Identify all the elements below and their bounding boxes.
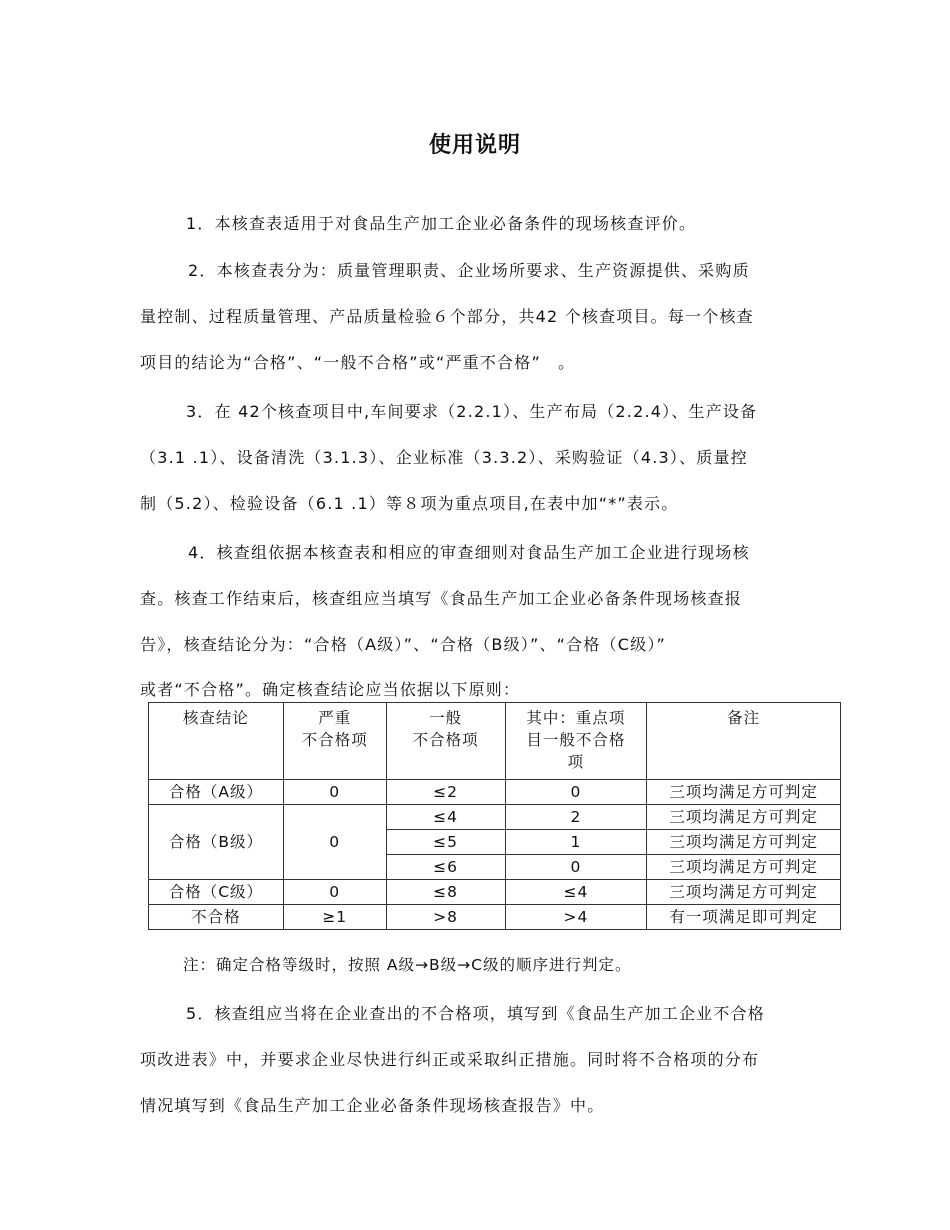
header-remark: 备注 <box>647 703 841 780</box>
table-row <box>149 780 841 805</box>
cell-serious: 0 <box>283 880 386 905</box>
cell-general: ≤5 <box>386 830 505 855</box>
paragraph-line: 项改进表》中，并要求企业尽快进行纠正或采取纠正措施。同时将不合格项的分布 <box>140 1050 760 1069</box>
table-header-row <box>149 703 841 780</box>
paragraph-line: 项目的结论为“合格”、“一般不合格”或“严重不合格” 。 <box>140 353 576 372</box>
cell-general: >8 <box>386 905 505 930</box>
cell-general: ≤6 <box>386 855 505 880</box>
cell-remark: 三项均满足方可判定 <box>647 880 841 905</box>
paragraph-line: 1．本核查表适用于对食品生产加工企业必备条件的现场核查评价。 <box>186 214 697 233</box>
cell-key: 2 <box>505 805 647 830</box>
paragraph-line: 告》，核查结论分为：“合格（A级）”、“合格（B级）”、“合格（C级）” <box>140 635 667 654</box>
paragraph-line: 5．核查组应当将在企业查出的不合格项，填写到《食品生产加工企业不合格 <box>186 1004 765 1023</box>
paragraph-5 <box>140 991 820 1129</box>
header-key: 其中：重点项 目一般不合格 项 <box>505 703 647 780</box>
paragraph-line: 制（5.2）、检验设备（6.1 .1）等８项为重点项目,在表中加“*”表示。 <box>140 494 679 513</box>
cell-general: ≤8 <box>386 880 505 905</box>
table-row <box>149 905 841 930</box>
cell-remark: 三项均满足方可判定 <box>647 805 841 830</box>
cell-key: 1 <box>505 830 647 855</box>
header-general: 一般 不合格项 <box>386 703 505 780</box>
paragraph-line: （3.1 .1）、设备清洗（3.1.3）、企业标准（3.3.2）、采购验证（4.3）、质量控 <box>140 448 748 467</box>
paragraph-line: 4．核查组依据本核查表和相应的审查细则对食品生产加工企业进行现场核 <box>188 543 750 562</box>
paragraph-4 <box>140 530 820 702</box>
paragraph-3 <box>140 389 820 527</box>
cell-general: ≤2 <box>386 780 505 805</box>
cell-remark: 三项均满足方可判定 <box>647 830 841 855</box>
cell-key: 0 <box>505 855 647 880</box>
cell-conclusion: 不合格 <box>149 905 284 930</box>
cell-remark: 有一项满足即可判定 <box>647 905 841 930</box>
criteria-table <box>148 702 841 930</box>
page-title: 使用说明 <box>428 133 521 158</box>
cell-serious: ≥1 <box>283 905 386 930</box>
paragraph-1 <box>140 201 820 247</box>
cell-key: >4 <box>505 905 647 930</box>
cell-serious: 0 <box>283 805 386 880</box>
cell-remark: 三项均满足方可判定 <box>647 855 841 880</box>
paragraph-line: 情况填写到《食品生产加工企业必备条件现场核查报告》中。 <box>140 1096 605 1115</box>
paragraph-line: 3．在 42个核查项目中,车间要求（2.2.1）、生产布局（2.2.4）、生产设备 <box>186 402 758 421</box>
table-row <box>149 880 841 905</box>
paragraph-2 <box>140 248 820 386</box>
cell-serious: 0 <box>283 780 386 805</box>
cell-conclusion: 合格（A级） <box>149 780 284 805</box>
paragraph-line: 2．本核查表分为：质量管理职责、企业场所要求、生产资源提供、采购质 <box>188 261 750 280</box>
cell-conclusion: 合格（B级） <box>149 805 284 880</box>
header-conclusion: 核查结论 <box>149 703 284 780</box>
header-serious: 严重 不合格项 <box>283 703 386 780</box>
cell-general: ≤4 <box>386 805 505 830</box>
cell-remark: 三项均满足方可判定 <box>647 780 841 805</box>
paragraph-line: 查。核查工作结束后，核查组应当填写《食品生产加工企业必备条件现场核查报 <box>140 589 743 608</box>
cell-conclusion: 合格（C级） <box>149 880 284 905</box>
cell-key: ≤4 <box>505 880 647 905</box>
table-note: 注：确定合格等级时，按照 A级→B级→C级的顺序进行判定。 <box>183 956 632 974</box>
cell-key: 0 <box>505 780 647 805</box>
paragraph-line: 或者“不合格”。确定核查结论应当依据以下原则： <box>140 680 521 699</box>
table-row <box>149 805 841 830</box>
paragraph-line: 量控制、过程质量管理、产品质量检验６个部分，共42 个核查项目。每一个核查 <box>140 307 754 326</box>
